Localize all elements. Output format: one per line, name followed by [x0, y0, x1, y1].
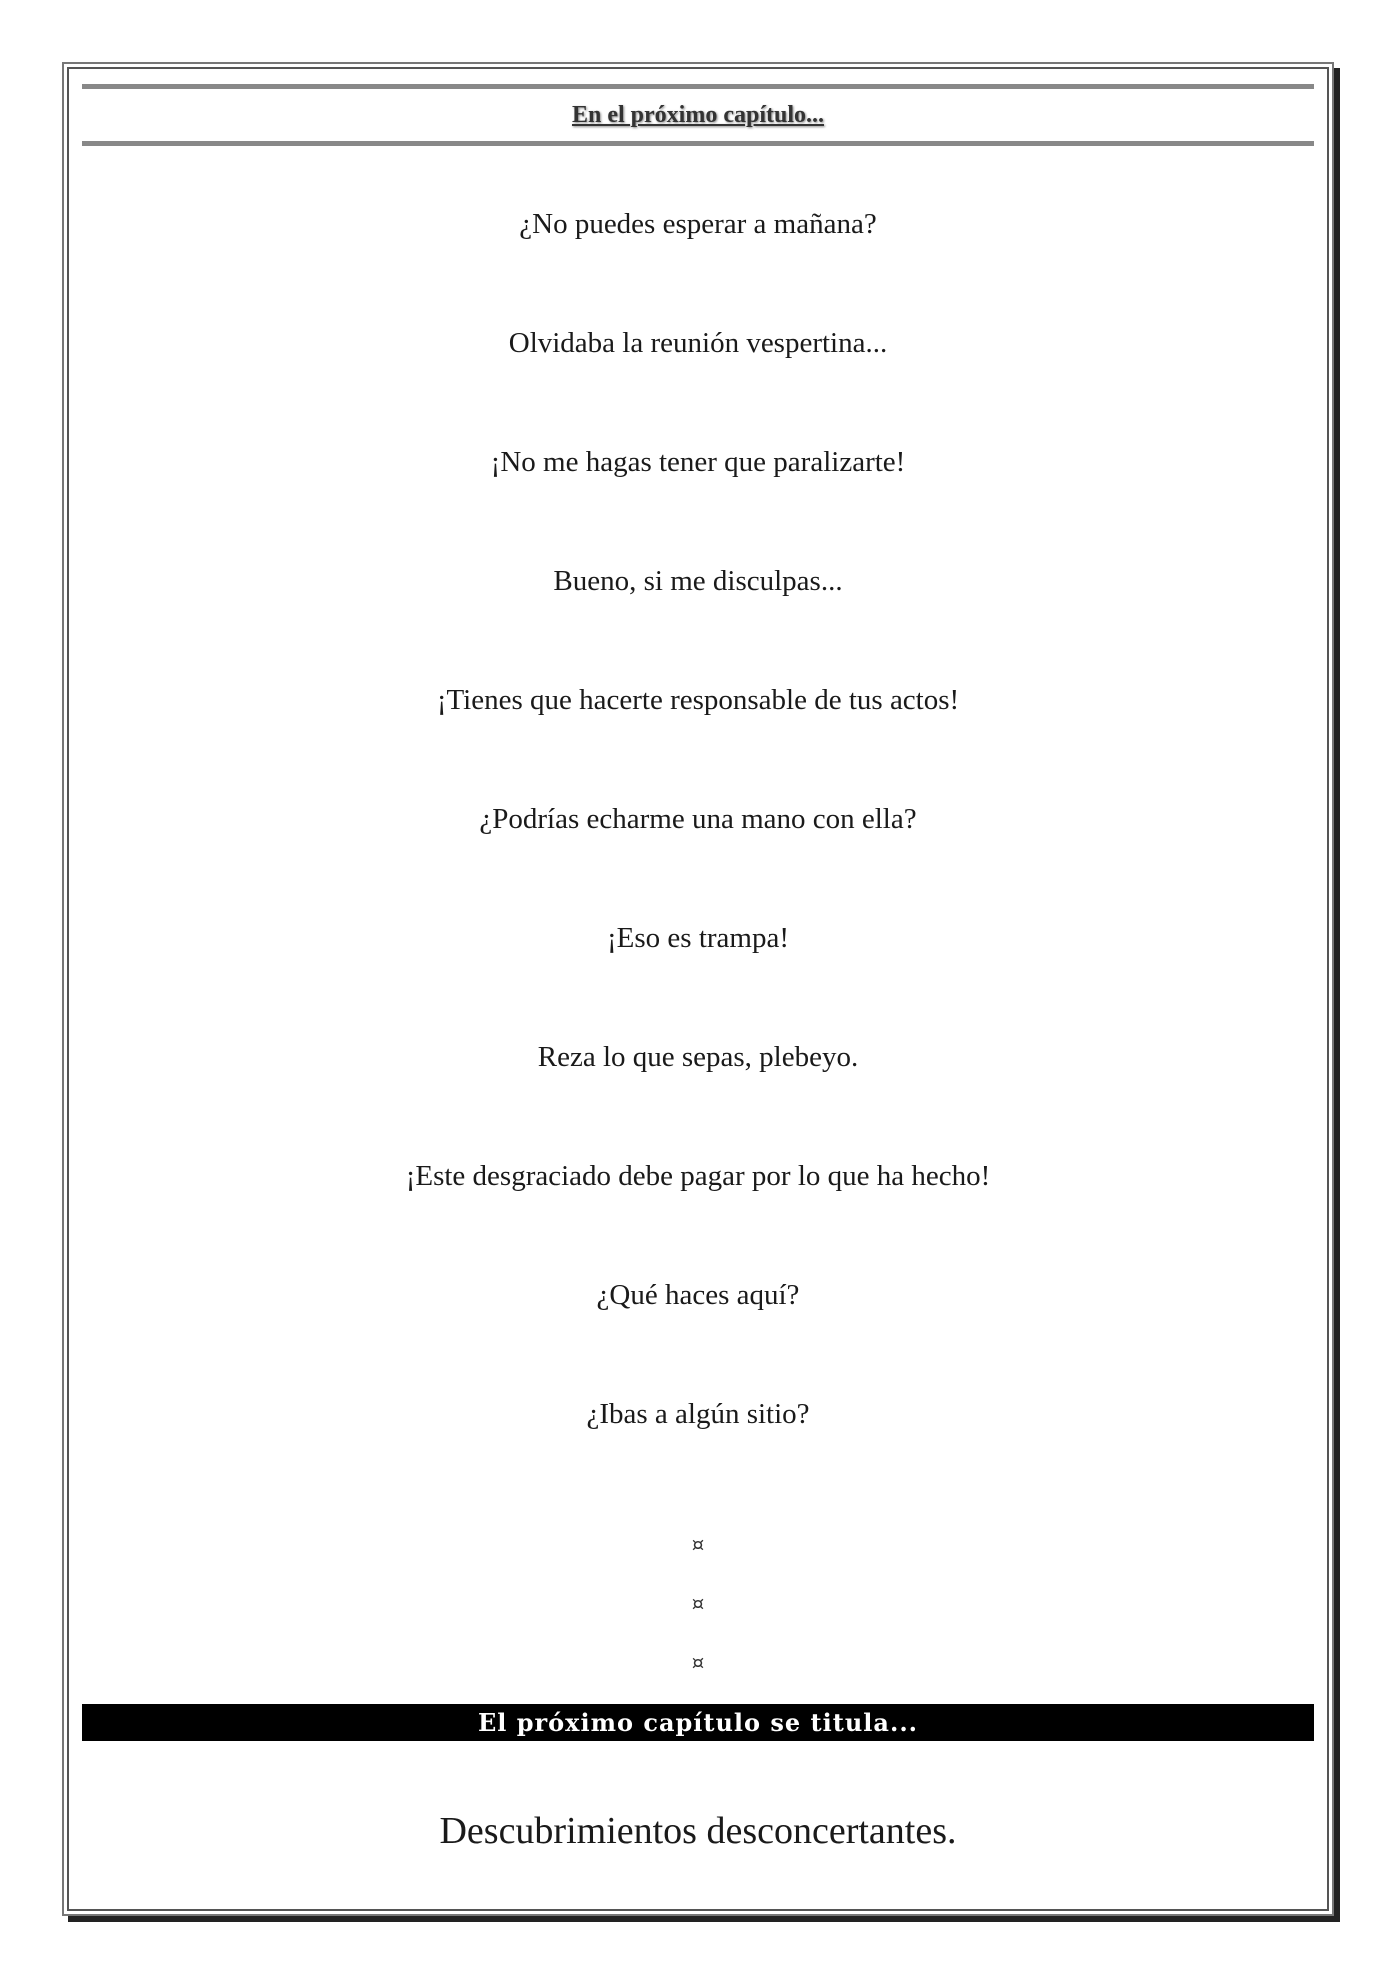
preview-line: Bueno, si me disculpas... [553, 565, 843, 597]
preview-line: Reza lo que sepas, plebeyo. [537, 1041, 859, 1073]
preview-lines-list [64, 210, 1332, 1519]
banner-label: El próximo capítulo se titula... [477, 1708, 919, 1737]
separator-glyph: ¤ [691, 1591, 705, 1615]
next-chapter-title: Descubrimientos desconcertantes. [439, 1810, 957, 1852]
separator-glyph: ¤ [691, 1650, 705, 1674]
preview-line: ¡Este desgraciado debe pagar por lo que ha hecho! [405, 1160, 991, 1192]
preview-line: ¡Tienes que hacerte responsable de tus actos! [436, 684, 960, 716]
preview-line: ¡No me hagas tener que paralizarte! [490, 446, 906, 478]
preview-line: ¡Eso es trampa! [607, 922, 789, 954]
preview-line: ¿Podrías echarme una mano con ella? [479, 803, 917, 835]
preview-line: ¿No puedes esperar a mañana? [519, 208, 877, 240]
next-chapter-banner [82, 1704, 1314, 1741]
header-title: En el próximo capítulo... [571, 101, 824, 128]
separator-group [64, 1534, 1332, 1711]
page-frame [62, 62, 1334, 1916]
preview-line: ¿Qué haces aquí? [596, 1279, 800, 1311]
preview-line: ¿Ibas a algún sitio? [586, 1398, 810, 1430]
separator-glyph: ¤ [691, 1532, 705, 1556]
preview-line: Olvidaba la reunión vespertina... [508, 327, 888, 359]
header-bar [82, 84, 1314, 146]
